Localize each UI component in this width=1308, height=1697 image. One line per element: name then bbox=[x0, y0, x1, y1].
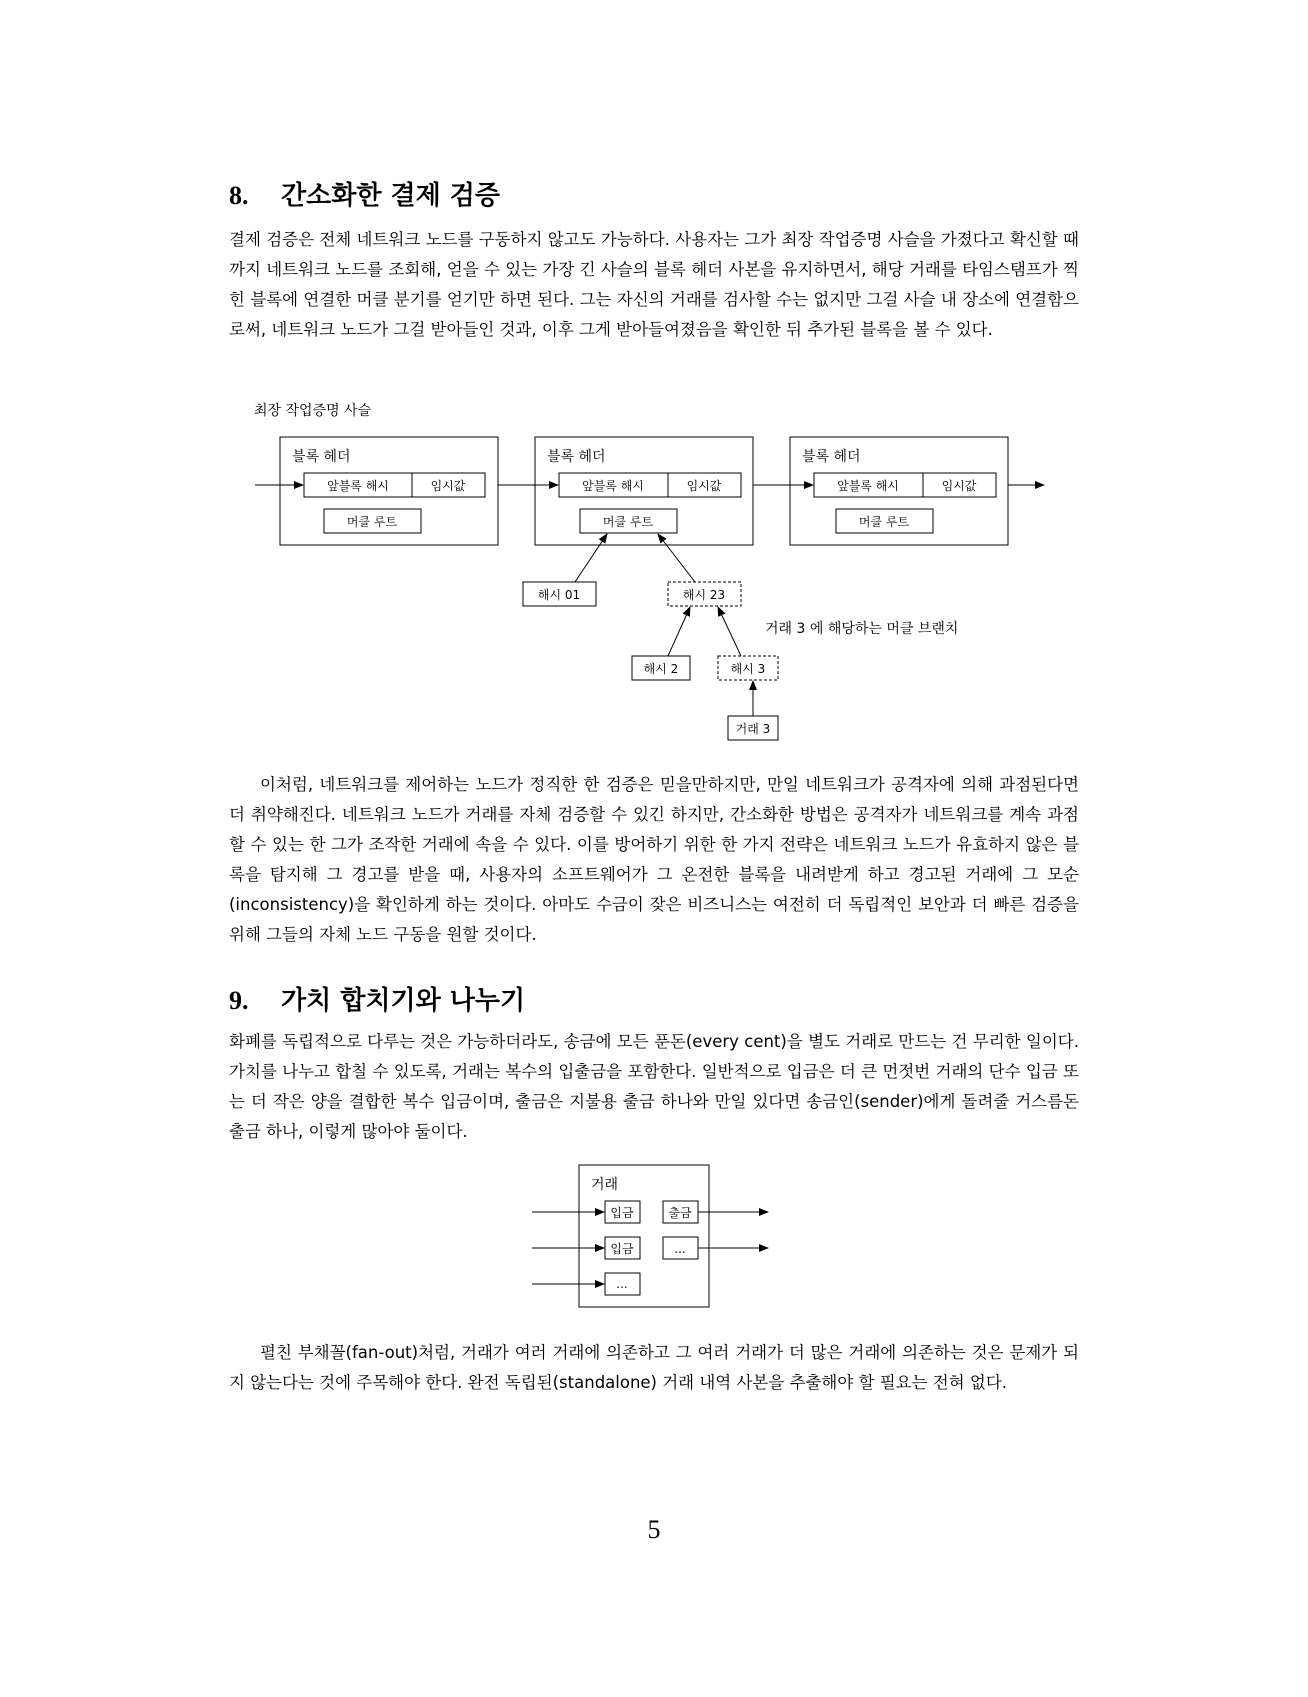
hash-2-label: 해시 2 bbox=[643, 662, 679, 676]
section-8-paragraph-1: 결제 검증은 전체 네트워크 노드를 구동하지 않고도 가능하다. 사용자는 그가 최장 작업증명 사슬을 가졌다고 확신할 때까지 네트워크 노드를 조회해, 얻을 수 있는 가장 긴 사슬의 블록 헤더 사본을 유지하면서, 해당 거래를 타임스탬프가 찍힌 블록에 연결한 머클 분기를 얻기만 하면 된다. 그는 자신의 거래를 검사할 수는 없지만 그걸 사슬 내 장소에 연결함으로써, 네트워크 노드가 그걸 받아들인 것과, 이후 그게 받아들여졌음을 확인한 뒤 추가된 블록을 볼 수 있다. bbox=[229, 230, 1079, 339]
tx-3-label: 거래 3 bbox=[735, 722, 771, 736]
merkle-branch-figure bbox=[0, 390, 1308, 750]
transaction-label: 거래 bbox=[591, 1177, 619, 1193]
section-9-paragraph-1: 화폐를 독립적으로 다루는 것은 가능하더라도, 송금에 모든 푼돈(every cent)을 별도 거래로 만드는 건 무리한 일이다. 가치를 나누고 합칠 수 있도록, 거래는 복수의 입출금을 포함한다. 일반적으로 입금은 더 큰 먼젓번 거래의 단수 입금 또는 더 작은 양을 결합한 복수 입금이며, 출금은 지불용 출금 하나와 만일 있다면 송금인(sender)에게 돌려줄 거스름돈 출금 하나, 이렇게 많아야 둘이다. bbox=[229, 1032, 1079, 1141]
nonce-label: 임시값 bbox=[941, 479, 977, 493]
merkle-root-label: 머클 루트 bbox=[858, 515, 910, 529]
prev-hash-label: 앞블록 해시 bbox=[837, 479, 899, 493]
transaction-figure bbox=[0, 1160, 1308, 1320]
merkle-root-label: 머클 루트 bbox=[602, 515, 654, 529]
nonce-label: 임시값 bbox=[430, 479, 466, 493]
block-header-label: 블록 헤더 bbox=[802, 449, 861, 465]
block-header-2 bbox=[535, 437, 753, 545]
section-8-heading bbox=[229, 175, 500, 212]
merkle-tree bbox=[523, 534, 958, 740]
section-number: 8. bbox=[229, 181, 249, 210]
hash-23-label: 해시 23 bbox=[682, 588, 726, 602]
input-label: 입금 bbox=[610, 1206, 634, 1220]
block-header-3 bbox=[790, 437, 1008, 545]
input-label: 입금 bbox=[610, 1242, 634, 1256]
block-header-label: 블록 헤더 bbox=[547, 449, 606, 465]
hash-3-label: 해시 3 bbox=[730, 662, 766, 676]
nonce-label: 임시값 bbox=[686, 479, 722, 493]
merkle-branch-label: 거래 3 에 해당하는 머클 브랜치 bbox=[765, 621, 959, 637]
block-header-label: 블록 헤더 bbox=[292, 449, 351, 465]
section-title: 가치 합치기와 나누기 bbox=[281, 986, 526, 1016]
hash-01-label: 해시 01 bbox=[537, 588, 581, 602]
chain-label: 최장 작업증명 사슬 bbox=[254, 403, 372, 419]
input-ellipsis: ... bbox=[616, 1277, 628, 1291]
block-header-1 bbox=[280, 437, 498, 545]
output-ellipsis: ... bbox=[674, 1242, 686, 1256]
section-9-paragraph-2: 펼친 부채꼴(fan-out)처럼, 거래가 여러 거래에 의존하고 그 여러 거래가 더 많은 거래에 의존하는 것은 문제가 되지 않는다는 것에 주목해야 한다. 완전 독립된(standalone) 거래 내역 사본을 추출해야 할 필요는 전혀 없다. bbox=[229, 1343, 1079, 1392]
page-number: 5 bbox=[647, 1515, 661, 1544]
section-title: 간소화한 결제 검증 bbox=[281, 181, 501, 211]
section-number: 9. bbox=[229, 986, 249, 1015]
section-9-heading bbox=[229, 980, 525, 1017]
prev-hash-label: 앞블록 해시 bbox=[582, 479, 644, 493]
output-label: 출금 bbox=[668, 1206, 692, 1220]
section-8-paragraph-2: 이처럼, 네트워크를 제어하는 노드가 정직한 한 검증은 믿을만하지만, 만일 네트워크가 공격자에 의해 과점된다면 더 취약해진다. 네트워크 노드가 거래를 자체 검증할 수 있긴 하지만, 간소화한 방법은 공격자가 네트워크를 계속 과점할 수 있는 한 그가 조작한 거래에 속을 수 있다. 이를 방어하기 위한 한 가지 전략은 네트워크 노드가 유효하지 않은 블록을 탐지해 그 경고를 받을 때, 사용자의 소프트웨어가 그 온전한 블록을 내려받게 하고 경고된 거래에 그 모순(inconsistency)을 확인하게 하는 것이다. 아마도 수금이 잦은 비즈니스는 여전히 더 독립적인 보안과 더 빠른 검증을 위해 그들의 자체 노드 구동을 원할 것이다. bbox=[229, 775, 1079, 944]
prev-hash-label: 앞블록 해시 bbox=[327, 479, 389, 493]
merkle-root-label: 머클 루트 bbox=[346, 515, 398, 529]
